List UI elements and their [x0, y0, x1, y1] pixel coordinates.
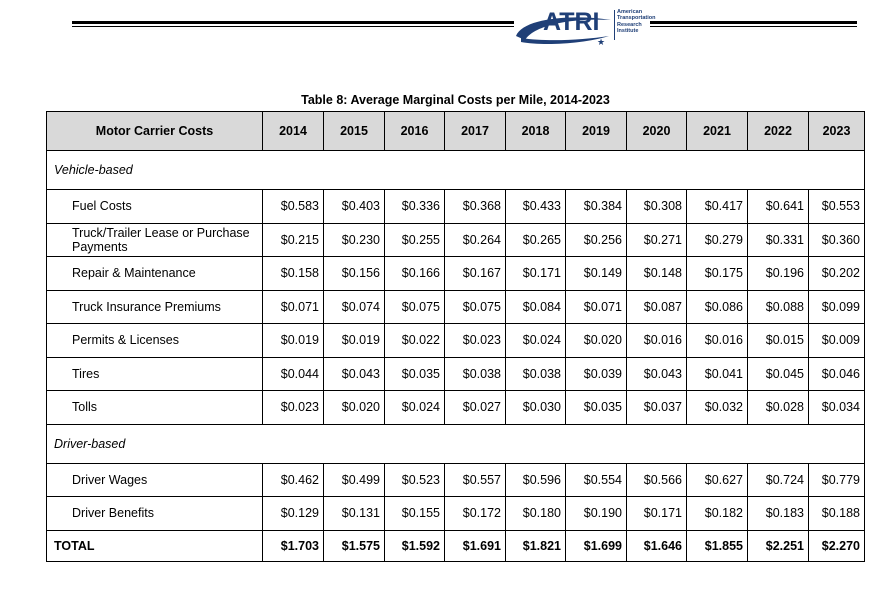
cost-cell: $0.230 [324, 223, 385, 257]
cost-cell: $0.149 [566, 257, 627, 291]
cost-cell: $0.084 [506, 290, 566, 324]
row-label: Permits & Licenses [47, 324, 263, 358]
year-header: 2015 [324, 112, 385, 151]
cost-cell: $0.035 [385, 357, 445, 391]
cost-cell: $0.087 [627, 290, 687, 324]
cost-cell: $0.202 [809, 257, 865, 291]
year-header: 2023 [809, 112, 865, 151]
cost-cell: $0.566 [627, 463, 687, 497]
cost-cell: $0.043 [324, 357, 385, 391]
cost-cell: $0.020 [324, 391, 385, 425]
cost-cell: $0.641 [748, 190, 809, 224]
table-row [47, 391, 865, 425]
cost-cell: $0.035 [566, 391, 627, 425]
cost-cell: $0.039 [566, 357, 627, 391]
table-row [47, 223, 865, 257]
cost-cell: $0.024 [385, 391, 445, 425]
cost-cell: $0.172 [445, 497, 506, 531]
cost-cell: $0.023 [263, 391, 324, 425]
table-row [47, 290, 865, 324]
table-row [47, 190, 865, 224]
table-row [47, 463, 865, 497]
cost-cell: $0.553 [809, 190, 865, 224]
cost-cell: $0.279 [687, 223, 748, 257]
logo-line: Transportation [617, 15, 656, 22]
cost-cell: $0.264 [445, 223, 506, 257]
row-label: Repair & Maintenance [47, 257, 263, 291]
header-label: Motor Carrier Costs [47, 112, 263, 151]
cost-cell: $0.071 [263, 290, 324, 324]
cost-cell: $0.171 [506, 257, 566, 291]
cost-cell: $0.129 [263, 497, 324, 531]
cost-cell: $0.523 [385, 463, 445, 497]
cost-cell: $0.075 [385, 290, 445, 324]
cost-cell: $0.188 [809, 497, 865, 531]
logo-wordmark: ATRI [543, 8, 600, 36]
cost-cell: $0.022 [385, 324, 445, 358]
cost-cell: $0.028 [748, 391, 809, 425]
cost-cell: $0.148 [627, 257, 687, 291]
cost-cell: $0.403 [324, 190, 385, 224]
cost-cell: $0.131 [324, 497, 385, 531]
logo-line: Research [617, 21, 642, 28]
row-label: Truck/Trailer Lease or Purchase Payments [47, 223, 263, 257]
logo-line: Institute [617, 27, 639, 34]
cost-cell: $0.155 [385, 497, 445, 531]
section-row [47, 151, 865, 190]
total-label: TOTAL [47, 530, 263, 561]
cost-cell: $0.038 [445, 357, 506, 391]
cost-cell: $0.099 [809, 290, 865, 324]
marginal-costs-table [46, 111, 865, 562]
total-cell: $1.592 [385, 530, 445, 561]
year-header: 2022 [748, 112, 809, 151]
cost-cell: $0.499 [324, 463, 385, 497]
cost-cell: $0.024 [506, 324, 566, 358]
cost-cell: $0.433 [506, 190, 566, 224]
section-row [47, 424, 865, 463]
cost-cell: $0.557 [445, 463, 506, 497]
cost-cell: $0.034 [809, 391, 865, 425]
cost-cell: $0.044 [263, 357, 324, 391]
cost-cell: $0.009 [809, 324, 865, 358]
total-cell: $1.699 [566, 530, 627, 561]
total-cell: $1.703 [263, 530, 324, 561]
year-header: 2018 [506, 112, 566, 151]
cost-cell: $0.196 [748, 257, 809, 291]
table-row [47, 357, 865, 391]
cost-cell: $0.088 [748, 290, 809, 324]
cost-cell: $0.308 [627, 190, 687, 224]
cost-cell: $0.023 [445, 324, 506, 358]
cost-cell: $0.016 [687, 324, 748, 358]
cost-cell: $0.030 [506, 391, 566, 425]
year-header: 2014 [263, 112, 324, 151]
total-cell: $1.691 [445, 530, 506, 561]
cost-cell: $0.336 [385, 190, 445, 224]
cost-cell: $0.180 [506, 497, 566, 531]
cost-cell: $0.086 [687, 290, 748, 324]
cost-cell: $0.041 [687, 357, 748, 391]
cost-cell: $0.417 [687, 190, 748, 224]
cost-cell: $0.046 [809, 357, 865, 391]
row-label: Tires [47, 357, 263, 391]
cost-cell: $0.255 [385, 223, 445, 257]
cost-cell: $0.027 [445, 391, 506, 425]
star-icon: ★ [597, 38, 606, 46]
cost-cell: $0.215 [263, 223, 324, 257]
table-row [47, 257, 865, 291]
total-cell: $2.270 [809, 530, 865, 561]
logo-line: American [617, 9, 643, 15]
cost-cell: $0.032 [687, 391, 748, 425]
cost-cell: $0.175 [687, 257, 748, 291]
cost-cell: $0.019 [324, 324, 385, 358]
cost-cell: $0.016 [627, 324, 687, 358]
cost-cell: $0.331 [748, 223, 809, 257]
cost-cell: $0.596 [506, 463, 566, 497]
table-row [47, 497, 865, 531]
year-header: 2021 [687, 112, 748, 151]
cost-cell: $0.583 [263, 190, 324, 224]
total-cell: $1.646 [627, 530, 687, 561]
header-row [47, 112, 865, 151]
cost-cell: $0.384 [566, 190, 627, 224]
cost-cell: $0.167 [445, 257, 506, 291]
cost-cell: $0.183 [748, 497, 809, 531]
cost-cell: $0.256 [566, 223, 627, 257]
cost-cell: $0.271 [627, 223, 687, 257]
table-title: Table 8: Average Marginal Costs per Mile, 2014-2023 [301, 93, 610, 107]
logo-divider [614, 10, 615, 40]
total-cell: $1.575 [324, 530, 385, 561]
total-row [47, 530, 865, 561]
cost-cell: $0.724 [748, 463, 809, 497]
cost-cell: $0.045 [748, 357, 809, 391]
cost-cell: $0.038 [506, 357, 566, 391]
cost-cell: $0.158 [263, 257, 324, 291]
cost-cell: $0.037 [627, 391, 687, 425]
cost-cell: $0.627 [687, 463, 748, 497]
header-rule-right [650, 21, 857, 27]
cost-cell: $0.071 [566, 290, 627, 324]
header-rule-left [72, 21, 514, 27]
cost-cell: $0.171 [627, 497, 687, 531]
cost-cell: $0.554 [566, 463, 627, 497]
total-cell: $1.855 [687, 530, 748, 561]
cost-cell: $0.015 [748, 324, 809, 358]
cost-cell: $0.020 [566, 324, 627, 358]
total-cell: $1.821 [506, 530, 566, 561]
year-header: 2016 [385, 112, 445, 151]
cost-cell: $0.166 [385, 257, 445, 291]
cost-cell: $0.360 [809, 223, 865, 257]
cost-cell: $0.074 [324, 290, 385, 324]
cost-cell: $0.779 [809, 463, 865, 497]
cost-cell: $0.182 [687, 497, 748, 531]
cost-cell: $0.075 [445, 290, 506, 324]
year-header: 2020 [627, 112, 687, 151]
section-label: Vehicle-based [47, 151, 865, 190]
row-label: Fuel Costs [47, 190, 263, 224]
row-label: Truck Insurance Premiums [47, 290, 263, 324]
year-header: 2017 [445, 112, 506, 151]
cost-cell: $0.265 [506, 223, 566, 257]
cost-cell: $0.019 [263, 324, 324, 358]
row-label: Driver Benefits [47, 497, 263, 531]
cost-cell: $0.043 [627, 357, 687, 391]
logo-subtitle [617, 9, 656, 34]
year-header: 2019 [566, 112, 627, 151]
table-row [47, 324, 865, 358]
cost-cell: $0.462 [263, 463, 324, 497]
cost-cell: $0.368 [445, 190, 506, 224]
cost-cell: $0.156 [324, 257, 385, 291]
total-cell: $2.251 [748, 530, 809, 561]
row-label: Tolls [47, 391, 263, 425]
row-label: Driver Wages [47, 463, 263, 497]
atri-logo [513, 6, 656, 46]
cost-cell: $0.190 [566, 497, 627, 531]
section-label: Driver-based [47, 424, 865, 463]
